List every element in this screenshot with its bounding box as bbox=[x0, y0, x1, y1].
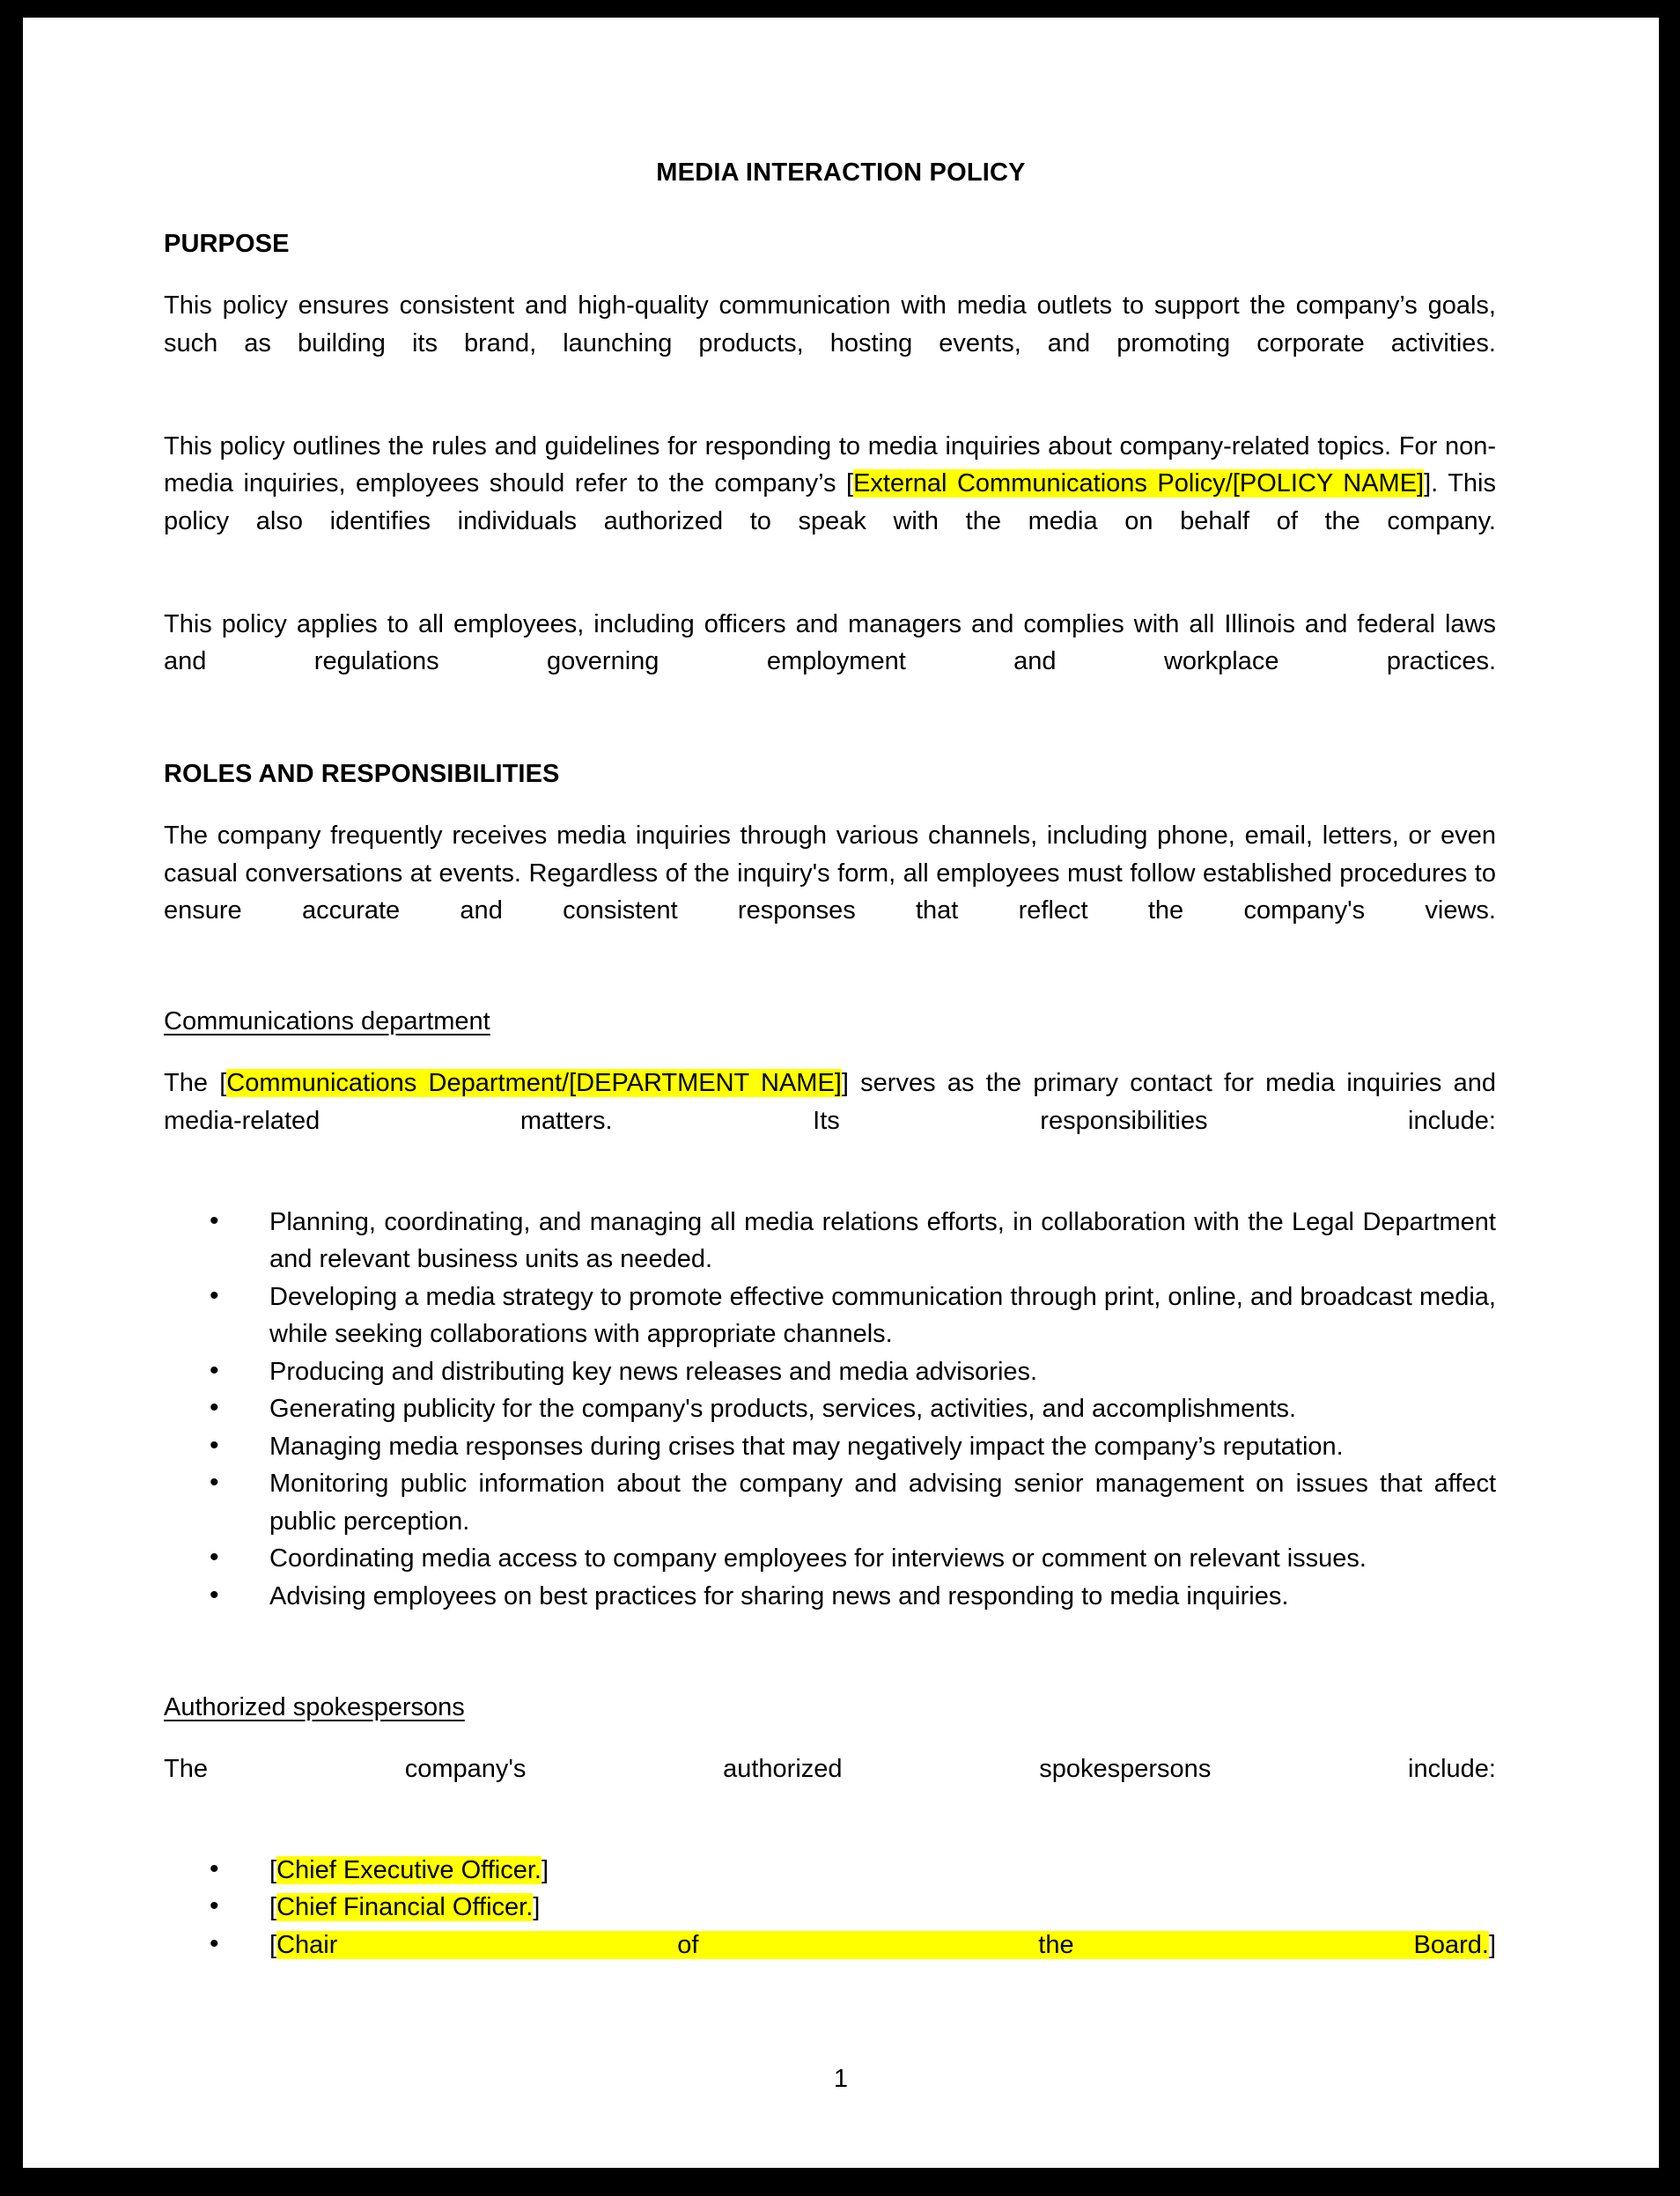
list-item bbox=[199, 1390, 1496, 1428]
list-item-text: • Planning, coordinating, and managing all media relations efforts, in collaboration with the Legal Department and relevant business units as needed. bbox=[269, 1207, 1496, 1273]
document-body bbox=[164, 188, 1496, 2001]
list-item-text: • Managing media responses during crises that may negatively impact the company’s reputation. bbox=[269, 1432, 1344, 1461]
purpose-paragraph-3: This policy applies to all employees, including officers and managers and complies with all Illinois and federal laws and regulations governing employment and workplace practices. bbox=[164, 609, 1496, 675]
bracket-open: [ bbox=[269, 1930, 277, 1959]
bracket-close: ] bbox=[533, 1893, 541, 1921]
communications-department-responsibilities-list bbox=[164, 1177, 1496, 1653]
communications-department-lead-after: ] serves as the primary contact for media inquiries and media-related matters. Its responsibilities include: bbox=[164, 1069, 1496, 1135]
list-item bbox=[199, 1852, 1496, 1890]
subheading-communications-department bbox=[164, 967, 1496, 1036]
highlight-external-communications-policy: External Communications Policy/[POLICY NAME] bbox=[853, 469, 1425, 497]
highlight-communications-department-name: Communications Department/[DEPARTMENT NAME] bbox=[226, 1069, 842, 1097]
list-item-text: • Developing a media strategy to promote effective communication through print, online, and broadcast media, while seeking collaborations with appropriate channels. bbox=[269, 1282, 1496, 1348]
highlight-chief-executive-officer: Chief Executive Officer. bbox=[276, 1855, 542, 1884]
purpose-paragraph-2-text-after: ]. This policy also identifies individuals authorized to speak with the media on behalf of the company. bbox=[164, 469, 1496, 535]
bracket-close: ] bbox=[1488, 1930, 1496, 1959]
list-item-text: • Advising employees on best practices for sharing news and responding to media inquiries. bbox=[269, 1581, 1289, 1610]
list-item bbox=[199, 1465, 1496, 1540]
authorized-spokespersons-lead: The company's authorized spokespersons include: bbox=[164, 1754, 1496, 1783]
highlight-chair-of-the-board: Chair of the Board. bbox=[276, 1930, 1489, 1959]
document-page bbox=[23, 18, 1659, 2168]
highlight-chief-financial-officer: Chief Financial Officer. bbox=[276, 1893, 534, 1921]
list-item bbox=[199, 1353, 1496, 1391]
roles-intro-paragraph: The company frequently receives media inquiries through various channels, including phone, email, letters, or even casual conversations at events. Regardless of the inquiry's form, all employees must follow established procedures to ensure accurate and consistent responses that reflect the company's views. bbox=[164, 822, 1496, 925]
bracket-close: ] bbox=[541, 1855, 549, 1884]
list-item-text: • Monitoring public information about the company and advising senior management on issues that affect public perception. bbox=[269, 1470, 1496, 1536]
section-heading-purpose: PURPOSE bbox=[164, 230, 290, 258]
list-item-text: • Producing and distributing key news releases and media advisories. bbox=[269, 1357, 1038, 1386]
purpose-paragraph-1: This policy ensures consistent and high-quality communication with media outlets to support the company’s goals, such as building its brand, launching products, hosting events, and promoting corporate activities. bbox=[164, 291, 1496, 357]
subheading-communications-department-label: Communications department bbox=[164, 1007, 490, 1035]
list-item bbox=[199, 1889, 1496, 1927]
page-number: 1 bbox=[833, 2065, 849, 2093]
page-content bbox=[23, 18, 1659, 2168]
list-item bbox=[199, 1428, 1496, 1466]
list-item-text: • Coordinating media access to company employees for interviews or comment on relevant issues. bbox=[269, 1544, 1367, 1573]
list-item bbox=[199, 1927, 1496, 2001]
purpose-paragraph-2 bbox=[164, 400, 1496, 578]
list-item bbox=[199, 1204, 1496, 1279]
purpose-paragraph-2-text-before: This policy outlines the rules and guidelines for responding to media inquiries about company-related topics. For non-media inquiries, employees should refer to the company’s [ bbox=[164, 431, 1496, 497]
list-item bbox=[199, 1279, 1496, 1353]
list-item-text: • Generating publicity for the company's products, services, activities, and accomplishments. bbox=[269, 1395, 1297, 1423]
page-title: MEDIA INTERACTION POLICY bbox=[656, 158, 1026, 187]
bracket-open: [ bbox=[269, 1893, 277, 1921]
subheading-authorized-spokespersons bbox=[164, 1653, 1496, 1722]
communications-department-lead-before: The [ bbox=[164, 1069, 227, 1097]
list-item bbox=[199, 1578, 1496, 1653]
section-heading-roles-and-responsibilities: ROLES AND RESPONSIBILITIES bbox=[164, 760, 560, 788]
authorized-spokespersons-list bbox=[164, 1825, 1496, 2001]
list-item bbox=[199, 1540, 1496, 1578]
bracket-open: [ bbox=[269, 1855, 277, 1884]
subheading-authorized-spokespersons-label: Authorized spokespersons bbox=[164, 1692, 465, 1721]
communications-department-lead-paragraph bbox=[164, 1036, 1496, 1177]
